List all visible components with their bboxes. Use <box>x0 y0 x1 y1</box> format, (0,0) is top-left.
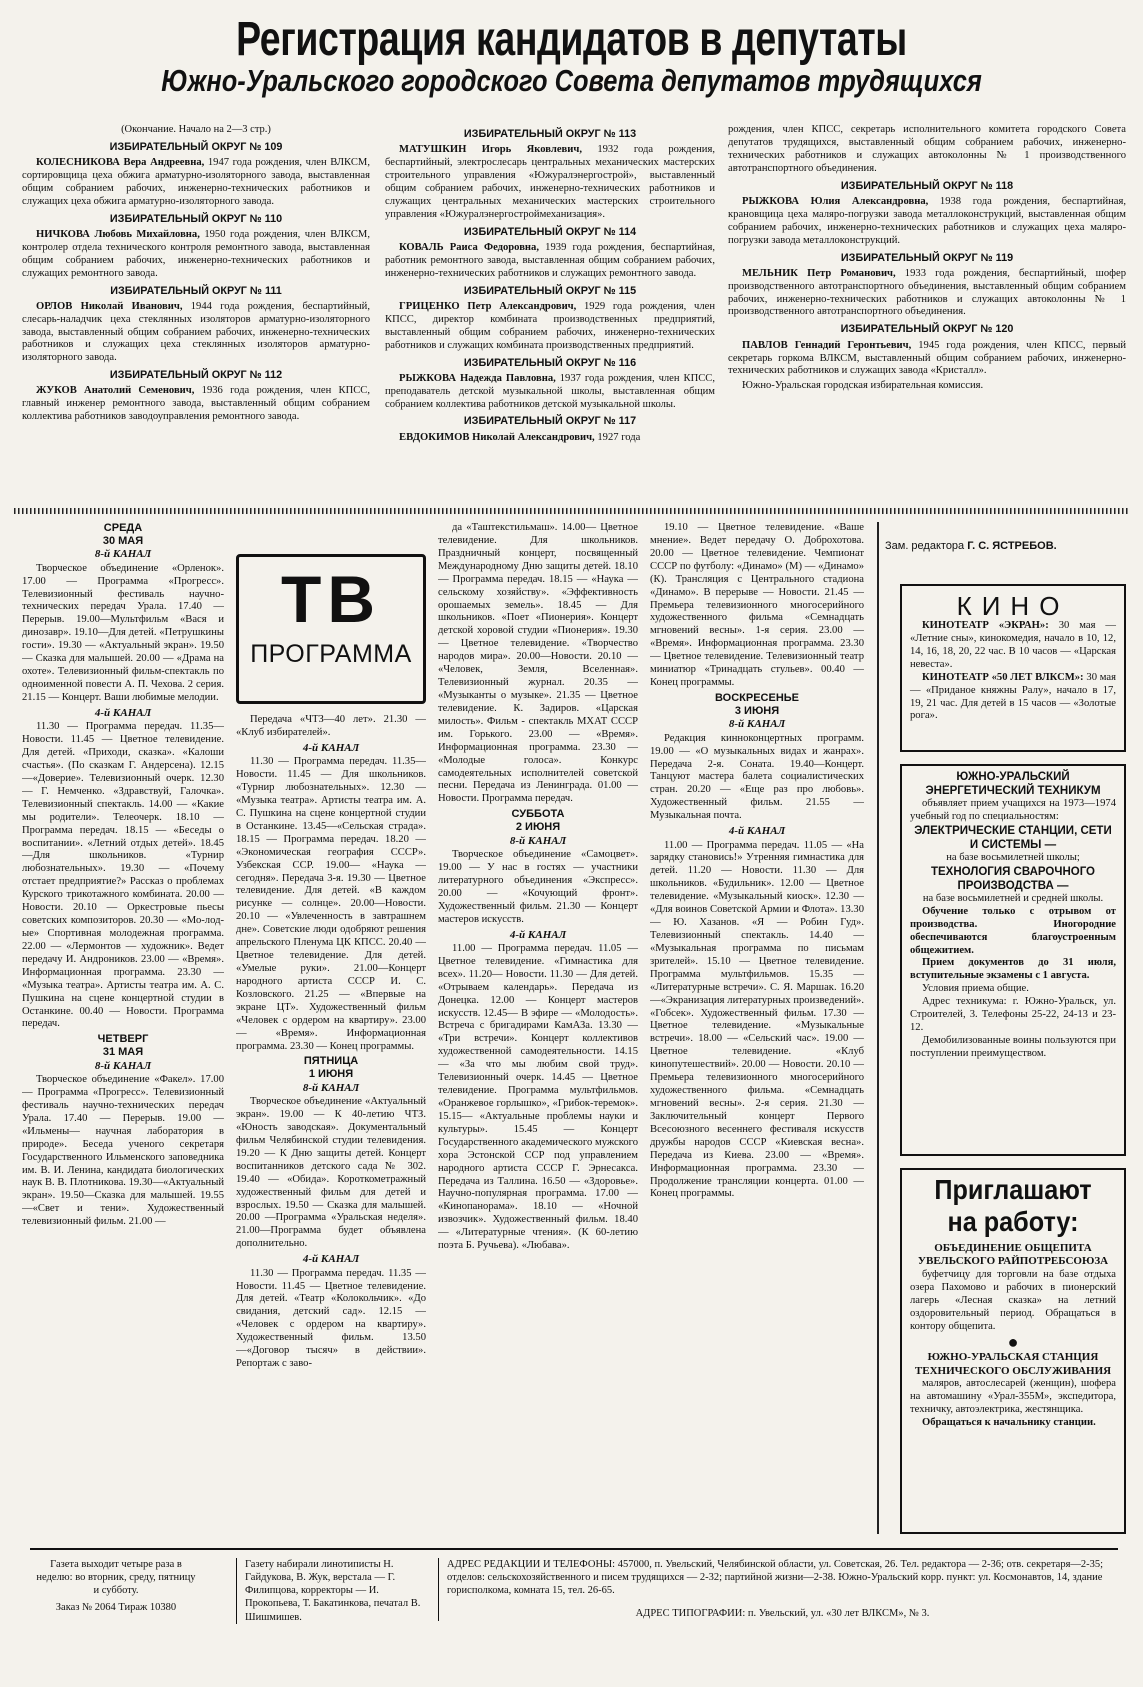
candidate-name: ГРИЦЕНКО Петр Александрович, <box>399 300 577 312</box>
tv-channel-heading: 4-й КАНАЛ <box>302 1253 360 1266</box>
tv-day-heading: 3 ИЮНЯ <box>734 704 780 717</box>
technikum-spec-2-note: на базе восьмилетней и средней школы. <box>922 892 1104 904</box>
candidate-bio: 1932 года рождения, беспартийный, электрослесарь центральных механических мастерских строительного управления «Южуралэнергострой», выставленный общим собранием рабочих, инженерно-технических работников и служащих центральных механических мастерских строительного управления «Южуралэнергостроймеханизация». <box>385 144 715 220</box>
technikum-intro: объявляет прием учащихся на 1973—1974 учебный год по специальностям: <box>910 798 1116 822</box>
candidate-name: КОЛЕСНИКОВА Вера Андреевна, <box>36 156 205 168</box>
candidate-entry <box>22 385 370 424</box>
tv-day-heading: 30 МАЯ <box>102 534 144 547</box>
candidate-entry <box>385 301 715 353</box>
candidate-name: ЖУКОВ Анатолий Семенович, <box>36 385 195 397</box>
candidate-entry <box>22 229 370 281</box>
cinema-title: КИНО <box>956 591 1070 621</box>
technikum-para-2: Прием документов до 31 июля, вступительные экзамены с 1 августа. <box>910 957 1116 982</box>
cinema-ad <box>900 584 1126 752</box>
job-org-1: ОБЪЕДИНЕНИЕ ОБЩЕПИТА УВЕЛЬСКОГО РАЙПОТРЕБСОЮЗА <box>917 1242 1109 1268</box>
candidate-name: ЕВДОКИМОВ Николай Александрович, <box>399 431 595 443</box>
candidate-name: МЕЛЬНИК Петр Романович, <box>742 267 896 279</box>
tv-day-heading: СРЕДА <box>103 522 143 534</box>
technikum-ad <box>900 764 1126 1156</box>
tv-day-heading: 2 ИЮНЯ <box>515 820 561 833</box>
footer-schedule <box>36 1558 196 1615</box>
tv-day-heading: СУББОТА <box>511 808 565 821</box>
headline-title: Регистрация кандидатов в депутаты <box>236 13 907 66</box>
candidate-entry <box>385 144 715 222</box>
candidate-bio: 1929 года рождения, член КПСС, директор комбината производственных предприятий, выставленный общим собранием рабочих, инженерно-технических работников и служащих комбината производственных предприятий. <box>385 300 715 351</box>
tv-listing: 11.00 — Программа передач. 11.05 — Цветное телевидение. «Гимнастика для всех». 11.20— Новости. 11.30 — Для детей. «Отрываем календарь». Передача из Донецка. 12.00 — Концерт мастеров искусств. 12.45— В эфире — «Молодость». Встреча с бригадирами КамАЗа. 13.30 — «Три встречи». Концерт коллективов художественной самодеятельности. 14.15 — «За что мы любим свой труд». Телевизионный очерк. 14.45 — Цветное телевидение. Программа мультфильмов. «Оранжевое горлышко», «Грибок-теремок». 15.15— «Актуальные проблемы науки и культуры». 15.45 — Концерт Государственного академического мужского хора Эстонской ССР под управлением народного артиста СССР Г. Эрнесакса. Передача из Таллина. 16.50 — «Здоровье». Научно-популярная программа. 17.00 — «Кинопанорама». 18.10 — «Ночной извозчик». Художественный фильм. 18.40 — «Литературные чтения». (К 60-летию поэта Б. Ручьева). «Любава». <box>438 942 638 1252</box>
candidate-bio: 1933 года рождения, беспартийный, шофер производственного автотранспортного объединения, выставленный общим собранием рабочих, инженерно-технических работников и служащих автоколонны № 1 производственного автотранспортного объединения. <box>728 267 1126 318</box>
technikum-para-3: Условия приема общие. <box>922 983 1029 995</box>
technikum-title: ЮЖНО-УРАЛЬСКИЙ ЭНЕРГЕТИЧЕСКИЙ ТЕХНИКУМ <box>925 771 1101 798</box>
tv-column-1 <box>22 522 224 1534</box>
tv-channel-heading: 8-й КАНАЛ <box>509 834 567 847</box>
okrug-heading: ИЗБИРАТЕЛЬНЫЙ ОКРУГ № 116 <box>463 356 637 369</box>
candidate-bio: 1937 года рождения, член КПСС, преподаватель детской музыкальной школы, выставленная общим собранием коллектива работников детской музыкальной школы. <box>385 372 715 410</box>
technikum-para-1: Обучение только с отрывом от производства. Иногородние обеспечиваются благоустроенным общежитием. <box>910 905 1116 956</box>
candidate-entry <box>728 196 1126 248</box>
tv-program-logo <box>236 554 426 704</box>
candidate-name: КОВАЛЬ Раиса Федоровна, <box>399 241 539 253</box>
candidate-entry <box>728 268 1126 320</box>
job-ad <box>900 1168 1126 1534</box>
job-org-2-contact: Обращаться к начальнику станции. <box>922 1417 1096 1428</box>
candidates-column-2 <box>385 124 715 502</box>
tv-column-2 <box>236 714 426 1534</box>
headline <box>0 14 1143 98</box>
tv-channel-heading: 8-й КАНАЛ <box>94 548 152 561</box>
candidate-bio: 1944 года рождения, беспартийный, слесарь-наладчик цеха стеклянных изоляторов арматурно-изоляторного завода, выставленный общим собранием рабочих, инженерно-технических работников и служащих цеха стеклянных изоляторов арматурно-изоляторного завода. <box>22 300 370 364</box>
tv-day-heading: 31 МАЯ <box>102 1046 144 1058</box>
candidates-column-1 <box>22 124 370 502</box>
candidates-column-3 <box>728 124 1126 502</box>
okrug-heading: ИЗБИРАТЕЛЬНЫЙ ОКРУГ № 114 <box>463 225 637 238</box>
footer-printing-address: АДРЕС ТИПОГРАФИИ: п. Увельский, ул. «30 лет ВЛКСМ», № 3. <box>635 1608 930 1620</box>
tv-listing: 11.00 — Программа передач. 11.05 — «На зарядку становись!» Утренняя гимнастика для детей. 11.20 — Новости. 11.30 — Для школьников. «Будильник». 12.00 — Цветное телевидение. «Музыкальный киоск». 12.30 — «Для воинов Советской Армии и Флота». 13.30 — Ю. Хазанов. «Я — Робин Гуд». Телевизионный спектакль. 14.40 — «Музыкальная программа по письмам зрителей». 15.10 — Цветное телевидение. Программа мультфильмов. 15.35 — «Литературные встречи». С. Я. Маршак. 16.20 —«Экранизация литературных произведений». «Гобсек». Художественный фильм. 17.30 — Цветное телевидение. «Музыкальные встречи». 18.00 — «Сельский час». 19.00 — Цветное телевидение. «Клуб кинопутешествий». 20.00 — Новости. 20.10 — Премьера телевизионного многосерийного художественного фильма. «Семнадцать мгновений весны». 2-я серия. 21.30 — Заключительный концерт Первого Всесоюзного весеннего фестиваля искусств дружбы народов СССР «Киевская весна». Передача из Киева. 23.00 — «Время». Информационная программа. 23.30 — Продолжение трансляции концерта. 01.00 — Конец программы. <box>650 839 864 1200</box>
candidate-name: НИЧКОВА Любовь Михайловна, <box>36 228 200 240</box>
tv-channel-heading: 4-й КАНАЛ <box>509 928 567 941</box>
candidate-entry <box>385 242 715 281</box>
cinema-name-2: КИНОТЕАТР «50 ЛЕТ ВЛКСМ»: <box>922 671 1084 683</box>
tv-listing: 19.10 — Цветное телевидение. «Ваше мнение». Ведет передачу О. Доброхотова. 20.00 — Цветное телевидение. Чемпионат СССР по футболу: «Динамо» (М) — «Динамо» (К). Трансляция с Центрального стадиона «Динамо». В перерыве — Новости. 21.45 — Премьера телевизионного многосерийного художественного фильма «Семнадцать мгновений весны». 1-я серия. 23.00 — «Время». Информационная программа. 23.30 — Цветное телевидение. Телевизионный театр миниатюр «Тринадцать стульев». 00.40 — Конец программы. <box>650 522 864 689</box>
tv-listing: 11.30 — Программа передач. 11.35 — Новости. 11.45 — Цветное телевидение. Для детей. «Театр «Колокольчик». «До свидания, детский сад». 12.15 — «Человек с ордером на квартиру». Художественный фильм. 13.50—«Договор тысяч» в действии». Репортаж с заво- <box>236 1267 426 1370</box>
tv-day-heading: ВОСКРЕСЕНЬЕ <box>714 691 800 704</box>
cinema-schedule-2: 30 мая — «Приданое княжны Ралу», начало в 17, 19, 21 час. Для детей в 15 часов — «Золотые рога». <box>910 671 1116 722</box>
job-ad-title-1: Приглашают <box>934 1174 1092 1205</box>
tv-day-heading: ПЯТНИЦА <box>303 1055 359 1068</box>
okrug-heading: ИЗБИРАТЕЛЬНЫЙ ОКРУГ № 115 <box>463 284 637 297</box>
candidate-bio: 1938 года рождения, беспартийная, крановщица цеха маляро-погрузки завода металлоконструкций, выставленная общим собранием рабочих, инженерно-технических работников и служащих цеха маляро-погрузки завода металлоконструкций. <box>728 195 1126 246</box>
tv-channel-heading: 4-й КАНАЛ <box>728 825 786 838</box>
tv-listing: Редакция кинноконцертных программ. 19.00 — «О музыкальных видах и жанрах». Передача 2-я. Соната. 19.40—Концерт. Танцуют мастера балета социалистических стран. 20.20 — «Еще раз про любовь». Художественный фильм. 21.55 — Музыкальная почта. <box>650 732 864 822</box>
job-ad-title-2: на работу: <box>947 1206 1079 1237</box>
job-org-2: ЮЖНО-УРАЛЬСКАЯ СТАНЦИЯ ТЕХНИЧЕСКОГО ОБСЛУЖИВАНИЯ <box>914 1351 1112 1377</box>
tv-listing: 11.30 — Программа передач. 11.35—Новости. 11.45 — Цветное телевидение. Для детей. «Приходи, сказка». «Калоши счастья». (По сказкам Г. Андерсена). 12.15—«Доверие». Телевизионный очерк. 12.30 — Г. Немченко. «Здравствуй, Галочка». Телевизионный спектакль. 14.00 — «Какие мы родители». Телеочерк. 18.10 — Программа передач. 18.15 — «Беседы о воспитании». «Летний отдых детей». 18.45—Для школьников. «Турнир любознательных». 19.30 — «Почему отстает предприятие?» Рассказ о проблемах Курского трикотажного комбината. 20.00 — Новости. 20.10 — Оркестровые пьесы советских композиторов. 20.30 — «Мо-лод-ые» Спортивная молодежная программа. 22.00 — «Лермонтов — художник». Ведет передачу И. Андроников. 23.00 — «Время». Информационная программа. 23.30 — «Музыка театра». Артисты театра им. А. С. Пушкина на сцене концертной студии в Останкине. 00.40 — Новости. Программа передач. <box>22 721 224 1030</box>
job-org-1-text: буфетчицу для торговли на базе отдыха озера Пахомово и рабочих в пионерский лагерь «Лесная сказка» на летний оздоровительный период. Обращаться в контору общепита. <box>910 1268 1116 1332</box>
candidate-name: РЫЖКОВА Надежда Павловна, <box>399 372 556 384</box>
footer-schedule-text: Газета выходит четыре раза в неделю: во вторник, среду, пятницу и субботу. <box>36 1559 196 1597</box>
imprint-footer <box>30 1548 1118 1666</box>
headline-subtitle: Южно-Уральского городского Совета депутатов трудящихся <box>161 63 982 98</box>
candidate-bio: 1927 года <box>597 431 641 443</box>
candidate-bio: 1939 года рождения, беспартийная, работник ремонтного завода, выставленная общим собранием рабочих, инженерно-технических работников и служащих ремонтного завода. <box>385 241 715 279</box>
candidate-entry <box>385 432 715 445</box>
candidate-entry <box>385 373 715 412</box>
candidate-name: ПАВЛОВ Геннадий Геронтьевич, <box>742 339 912 351</box>
column-rule <box>877 522 879 1534</box>
footer-typesetters: Газету набирали линотиписты Н. Гайдукова, В. Жук, верстала — Г. Филипцова, корректоры — И. Прокопьева, Т. Бакатинкова, печатал В. Шишмишев. <box>236 1558 424 1624</box>
okrug-heading: ИЗБИРАТЕЛЬНЫЙ ОКРУГ № 117 <box>463 415 637 428</box>
candidate-bio: 1950 года рождения, член ВЛКСМ, контролер отдела технического контроля ремонтного завода, выставленная общим собранием рабочих, инженерно-технических работников и служащих ремонтного завода. <box>22 228 370 279</box>
tv-column-3 <box>438 522 638 1534</box>
deputy-editor <box>885 540 1057 553</box>
tv-listing: 11.30 — Программа передач. 11.35—Новости. 11.45 — Для школьников. «Турнир любознательных». 12.30 — «Музыка театра». Артисты театра им. А. С. Пушкина на сцене концертной студии в Останкине. 13.45—«Сельская страда». 18.15 — Программа передач. 18.20 — «Экономическая география СССР». Узбекская ССР. 19.00— «Наука — сегодня». Передача 3-я. 19.30 — Цветное телевидение. Для детей. «В каждом рисунке — солнце». 20.00—Новости. 20.10 — «Увлеченность в завтрашнем дне». Советские люди одобряют решения апрельского Пленума ЦК КПСС. 20.40 — Цветное телевидение. Для детей. «Умелые руки». 21.00—Концерт народного артиста СССР И. С. Козловского. 21.25 — «Впервые на экране ЦТ». Художественный фильм «Человек с ордером на квартиру». 23.00 — «Время». Информационная программа. 23.30 — Конец программы. <box>236 756 426 1052</box>
editor-name: Г. С. ЯСТРЕБОВ. <box>967 540 1057 552</box>
tv-channel-heading: 8-й КАНАЛ <box>94 1059 152 1072</box>
okrug-heading: ИЗБИРАТЕЛЬНЫЙ ОКРУГ № 120 <box>840 323 1014 336</box>
technikum-para-4: Адрес техникума: г. Южно-Уральск, ул. Строителей, 3. Телефоны 25-22, 24-13 и 23-12. <box>910 996 1116 1034</box>
cinema-listing-2 <box>910 672 1116 724</box>
okrug-heading: ИЗБИРАТЕЛЬНЫЙ ОКРУГ № 109 <box>109 140 283 153</box>
okrug-heading: ИЗБИРАТЕЛЬНЫЙ ОКРУГ № 119 <box>840 251 1014 264</box>
tv-listing: Творческое объединение «Актуальный экран». 19.00 — К 40-летию ЧТЗ. «Юность заводская». Документальный фильм Челябинской студии телевидения. 19.20 — К Дню защиты детей. Концерт воспитанников детского сада № 302. 19.40 — «Обида». Короткометражный художественный фильм для детей и взрослых. 19.50 — Сказка для малышей. 20.00 —Программа «Уральская неделя». 21.00—Программа будет объявлена дополнительно. <box>236 1096 426 1250</box>
job-org-2-text: маляров, автослесарей (женщин), шофера на автомашину «Урал-355М», экспедитора, техничку, автоэлектрика, жестянщика. <box>910 1378 1116 1416</box>
cinema-listing-1 <box>910 620 1116 672</box>
footer-editorial-address: АДРЕС РЕДАКЦИИ И ТЕЛЕФОНЫ: 457000, п. Увельский, Челябинской области, ул. Советская, 26. Тел. редактора — 2-36; отв. секретаря—2-35; отделов: сельскохозяйственного и писем трудящихся — 2-32; партийной жизни—2-38. Южно-Уральский корр. пункт: ул. Космонавтов, 14, здание горисполкома, комната 15, тел. 26-65. <box>447 1559 1104 1597</box>
candidate-bio: 1945 года рождения, член КПСС, первый секретарь горкома ВЛКСМ, выставленный общим собранием рабочих, инженерно-технических работников и служащих завода «Кристалл». <box>728 339 1126 377</box>
candidate-name: РЫЖКОВА Юлия Александровна, <box>742 195 929 207</box>
technikum-spec-1: ЭЛЕКТРИЧЕСКИЕ СТАНЦИИ, СЕТИ И СИСТЕМЫ — <box>914 824 1112 851</box>
candidate-continuation: рождения, член КПСС, секретарь исполнительного комитета городского Совета депутатов трудящихся, выставленный общим собранием рабочих, инженерно-технических работников и служащих автоколонны № 1 производственного автотранспортного объединения. <box>728 124 1126 174</box>
candidate-entry <box>22 157 370 209</box>
cinema-schedule-1: 30 мая — «Летние сны», кинокомедия, начало в 10, 12, 14, 16, 18, 20, 22 час. В 10 часов — «Царская невеста». <box>910 620 1116 670</box>
tv-day-heading: ЧЕТВЕРГ <box>97 1033 149 1046</box>
okrug-heading: ИЗБИРАТЕЛЬНЫЙ ОКРУГ № 110 <box>109 212 283 225</box>
section-separator <box>14 508 1129 514</box>
technikum-spec-1-note: на базе восьмилетней школы; <box>946 851 1080 863</box>
continued-note: (Окончание. Начало на 2—3 стр.) <box>121 124 271 135</box>
tv-listing: Творческое объединение «Орленок». 17.00 — Программа «Прогресс». Телевизионный фестиваль научно-технических передач Урала. 17.40 — Перерыв. 19.00—Мультфильм «Вася и динозавр». 19.10—Для детей. «Петрушкины гости». 19.30 — «Актуальный экран». 19.50 — Сказка для малышей. 20.00 — «Драма на охоте». Телевизионный фильм-спектакль по одноименной повести А. П. Чехова. 2 серия. 21.15 — Концерт. Ваши любимые мелодии. <box>22 562 224 703</box>
tv-channel-heading: 4-й КАНАЛ <box>302 741 360 754</box>
footer-order: Заказ № 2064 Тираж 10380 <box>55 1602 177 1614</box>
candidate-name: ОРЛОВ Николай Иванович, <box>36 300 183 312</box>
tv-column-4 <box>650 522 864 1534</box>
candidate-bio: 1947 года рождения, член ВЛКСМ, сортировщица цеха обжига арматурно-изоляторного завода, выставленная общим собранием рабочих, инженерно-технических работников и служащих цеха обжига арматурно-изоляторного завода. <box>22 156 370 207</box>
tv-channel-heading: 8-й КАНАЛ <box>728 718 786 731</box>
candidate-entry <box>22 301 370 366</box>
tv-channel-heading: 4-й КАНАЛ <box>94 706 152 719</box>
tv-logo-text: ТВ <box>281 562 381 636</box>
candidate-name: МАТУШКИН Игорь Яковлевич, <box>399 144 582 156</box>
editor-label: Зам. редактора <box>885 540 965 552</box>
candidate-bio: 1936 года рождения, член КПСС, главный инженер ремонтного завода, выставленный общим собранием коллектива работников заводоуправления ремонтного завода. <box>22 385 370 423</box>
tv-listing: да «Таштекстильмаш». 14.00— Цветное телевидение. Для школьников. Праздничный концерт, посвященный Международному Дню защиты детей. 18.10 — Программа передач. 18.15 — «Наука — сельскому хозяйству». «Эффективность орошаемых земель». 18.45 — Для школьников. «Поет «Пионерия». Концерт детской хоровой студии «Пионерия». 19.30 — Цветное телевидение. «Творчество народов мира». 20.00—Новости. 20.10 — «Человек, Земля, Вселенная». Телевизионный журнал. 20.35 — «Музыканты о музыке». 21.35 — Цветное телевидение. К. Задиров. «Царская милость». Фильм - спектакль МХАТ СССР им. Горького. 23.00 — «Время». Информационная программа. 23.30 — «Молодые голоса». Конкурс самодеятельных исполнителей советской песни. Передача из Ленинграда. 01.00 — Новости. Программа передач. <box>438 522 638 805</box>
technikum-para-5: Демобилизованные воины пользуются при поступлении преимуществом. <box>910 1035 1116 1059</box>
cinema-name-1: КИНОТЕАТР «ЭКРАН»: <box>922 620 1049 631</box>
tv-day-heading: 1 ИЮНЯ <box>308 1068 354 1081</box>
tv-channel-heading: 8-й КАНАЛ <box>302 1081 360 1094</box>
tv-listing: Творческое объединение «Самоцвет». 19.00 — У нас в гостях — участники литературного объединения «Экспресс». 20.00 — «Кочующий фронт». Художественный фильм. 21.30 — Концерт мастеров искусств. <box>438 848 638 925</box>
okrug-heading: ИЗБИРАТЕЛЬНЫЙ ОКРУГ № 112 <box>109 369 283 382</box>
okrug-heading: ИЗБИРАТЕЛЬНЫЙ ОКРУГ № 113 <box>463 128 637 140</box>
footer-address <box>438 1558 1118 1621</box>
tv-listing: Передача «ЧТЗ—40 лет». 21.30 — «Клуб избирателей». <box>236 714 426 738</box>
candidate-entry <box>728 340 1126 379</box>
election-commission: Южно-Уральская городская избирательная комиссия. <box>742 380 984 392</box>
technikum-spec-2: ТЕХНОЛОГИЯ СВАРОЧНОГО ПРОИЗВОДСТВА — <box>930 865 1096 892</box>
bullet-icon: ● <box>1007 1332 1019 1353</box>
tv-logo-subtitle: ПРОГРАММА <box>250 640 412 668</box>
okrug-heading: ИЗБИРАТЕЛЬНЫЙ ОКРУГ № 111 <box>110 284 282 297</box>
okrug-heading: ИЗБИРАТЕЛЬНЫЙ ОКРУГ № 118 <box>840 179 1014 192</box>
tv-listing: Творческое объединение «Факел». 17.00 — Программа «Прогресс». Телевизионный фестиваль научно-технических передач Урала. 17.40 — Перерыв. 19.00 — «Ильмены— научная лаборатория в природе». Беседа ученого секретаря Государственного Ильменского заповедника им. В. И. Ленина, кандидата биологических наук В. В. Плотникова. 19.30—«Актуальный экран». 19.50—Сказка для малышей. 19.55—«Свет и тени». Художественный телевизионный фильм. 21.00 — <box>22 1074 224 1228</box>
